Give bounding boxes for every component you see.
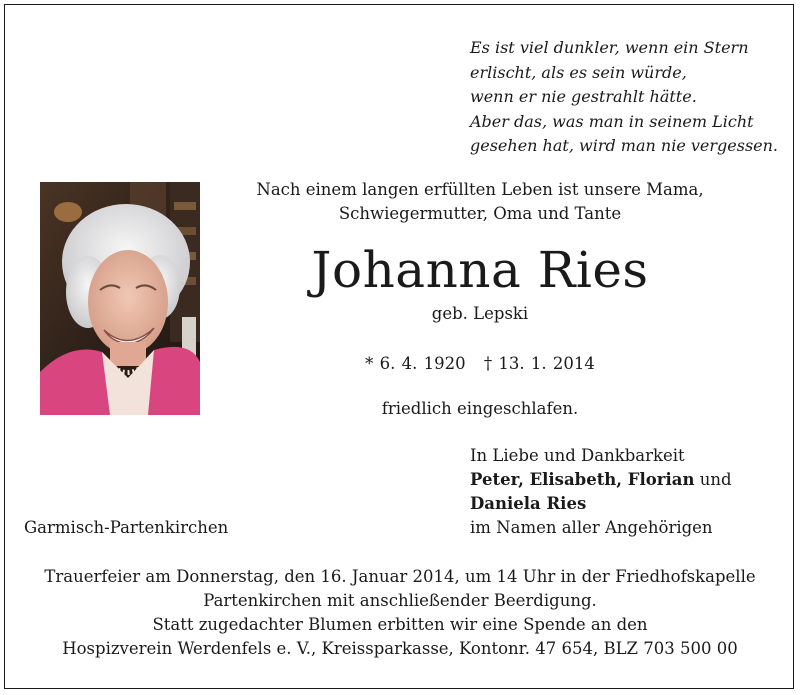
portrait-illustration (40, 182, 200, 415)
mourners-block (470, 444, 780, 540)
birth-date: * 6. 4. 1920 (365, 354, 466, 373)
mourners-names-1: Peter, Elisabeth, Florian (470, 470, 695, 489)
intro-text: Nach einem langen erfüllten Leben ist unsere Mama, Schwiegermutter, Oma und Tante (256, 180, 704, 223)
service-line-1: Trauerfeier am Donnerstag, den 16. Januar 2014, um 14 Uhr in der Friedhofskapelle (44, 567, 756, 586)
mourners-line-1: In Liebe und Dankbarkeit (470, 446, 685, 465)
portrait-photo (40, 182, 200, 415)
maiden-name: geb. Lepski (431, 304, 529, 323)
life-dates (230, 352, 730, 376)
service-line-2: Partenkirchen mit anschließender Beerdigung. (203, 591, 597, 610)
mourners-line-4: im Namen aller Angehörigen (470, 518, 713, 537)
place-name: Garmisch-Partenkirchen (24, 518, 229, 537)
mourners-line-3 (470, 492, 780, 516)
poem: Es ist viel dunkler, wenn ein Stern erlischt, als es sein würde, wenn er nie gestrahlt hätte. Aber das, was man in seinem Licht gesehen hat, wird man nie vergessen. (470, 38, 779, 155)
mourners-names-2: Daniela Ries (470, 494, 587, 513)
service-line-4: Hospizverein Werdenfels e. V., Kreissparkasse, Kontonr. 47 654, BLZ 703 500 00 (62, 639, 738, 658)
mourners-line-2 (470, 468, 780, 492)
passing-note: friedlich eingeschlafen. (381, 399, 579, 418)
mourners-connector: und (699, 470, 732, 489)
service-line-3: Statt zugedachter Blumen erbitten wir eine Spende an den (152, 615, 648, 634)
deceased-name: Johanna Ries (311, 241, 649, 299)
death-date: † 13. 1. 2014 (483, 354, 595, 373)
service-info (0, 565, 800, 661)
